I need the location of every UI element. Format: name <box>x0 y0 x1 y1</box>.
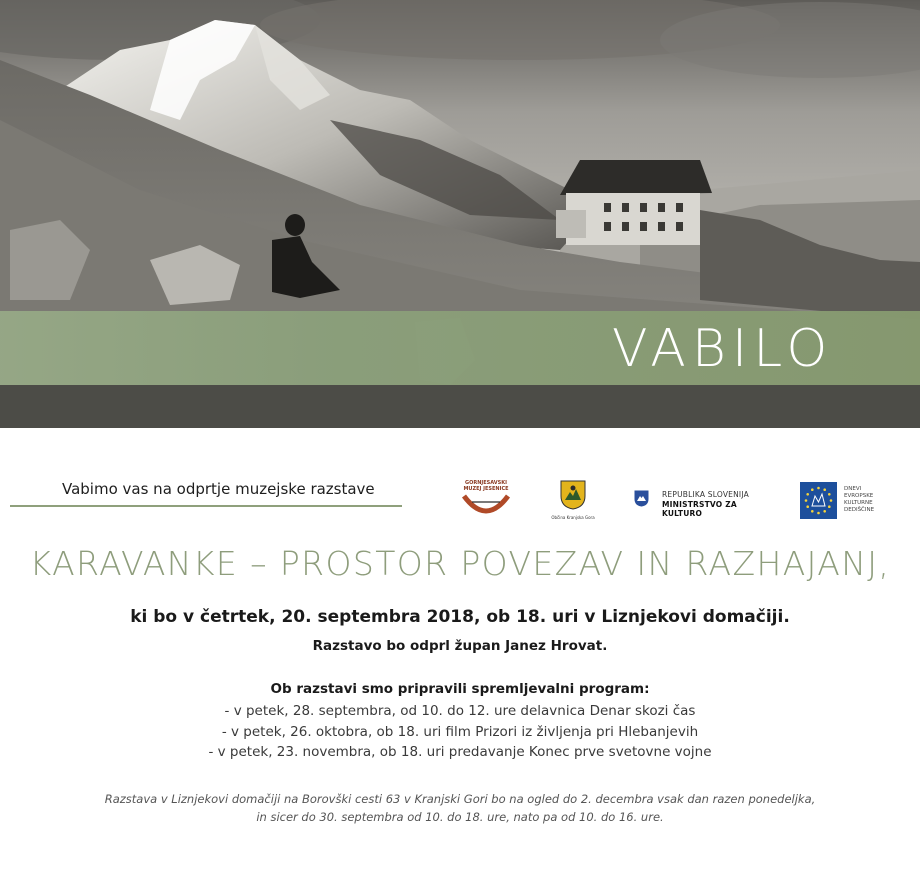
municipality-crest-icon <box>560 480 586 510</box>
invite-text: Vabimo vas na odprtje muzejske razstave <box>62 480 375 498</box>
museum-logo-text: GORNJESAVSKI MUZEJ JESENICE <box>463 480 509 492</box>
opening-hours-line1: Razstava v Liznjekovi domačiji na Borovški cesti 63 v Kranjski Gori bo na ogled do 2. decembra vsak dan razen ponedeljka, <box>104 792 816 806</box>
exhibition-title: KARAVANKE – PROSTOR POVEZAV IN RAZHAJANJ, <box>29 544 891 583</box>
invitation-heading: VABILO <box>612 319 834 379</box>
dark-banner <box>0 385 920 428</box>
municipality-logo <box>548 480 598 524</box>
program-item: - v petek, 26. oktobra, ob 18. uri film Prizori iz življenja pri Hlebanjevih <box>221 723 699 740</box>
invite-divider <box>10 505 402 507</box>
opener-line: Razstavo bo odprl župan Janez Hrovat. <box>312 638 608 654</box>
program-heading: Ob razstavi smo pripravili spremljevalni program: <box>270 681 650 697</box>
slovenia-coat-of-arms-icon <box>634 490 649 507</box>
event-date-line: ki bo v četrtek, 20. septembra 2018, ob 18. uri v Liznjekovi domačiji. <box>130 607 790 627</box>
museum-emblem-icon <box>458 492 514 522</box>
heritage-days-logo <box>800 482 890 522</box>
eu-flag-icon <box>800 482 837 519</box>
municipality-logo-caption: Občina Kranjska Gora <box>551 515 595 520</box>
opening-hours-line2: in sicer do 30. septembra od 10. do 18. ure, nato pa od 10. do 16. ure. <box>256 810 664 824</box>
museum-logo <box>458 480 514 524</box>
hero-photo <box>0 0 920 428</box>
program-item: - v petek, 23. novembra, ob 18. uri predavanje Konec prve svetovne vojne <box>208 744 712 760</box>
opening-hours-note <box>0 790 920 826</box>
program-list <box>0 701 920 763</box>
ministry-logo <box>634 488 774 518</box>
heritage-days-text: DNEVI EVROPSKE KULTURNE DEDIŠČINE <box>844 486 875 513</box>
ministry-line2: MINISTRSTVO ZA KULTURO <box>662 500 737 518</box>
program-item: - v petek, 28. septembra, od 10. do 12. ure delavnica Denar skozi čas <box>224 703 696 719</box>
ministry-line1: REPUBLIKA SLOVENIJA <box>662 490 749 499</box>
